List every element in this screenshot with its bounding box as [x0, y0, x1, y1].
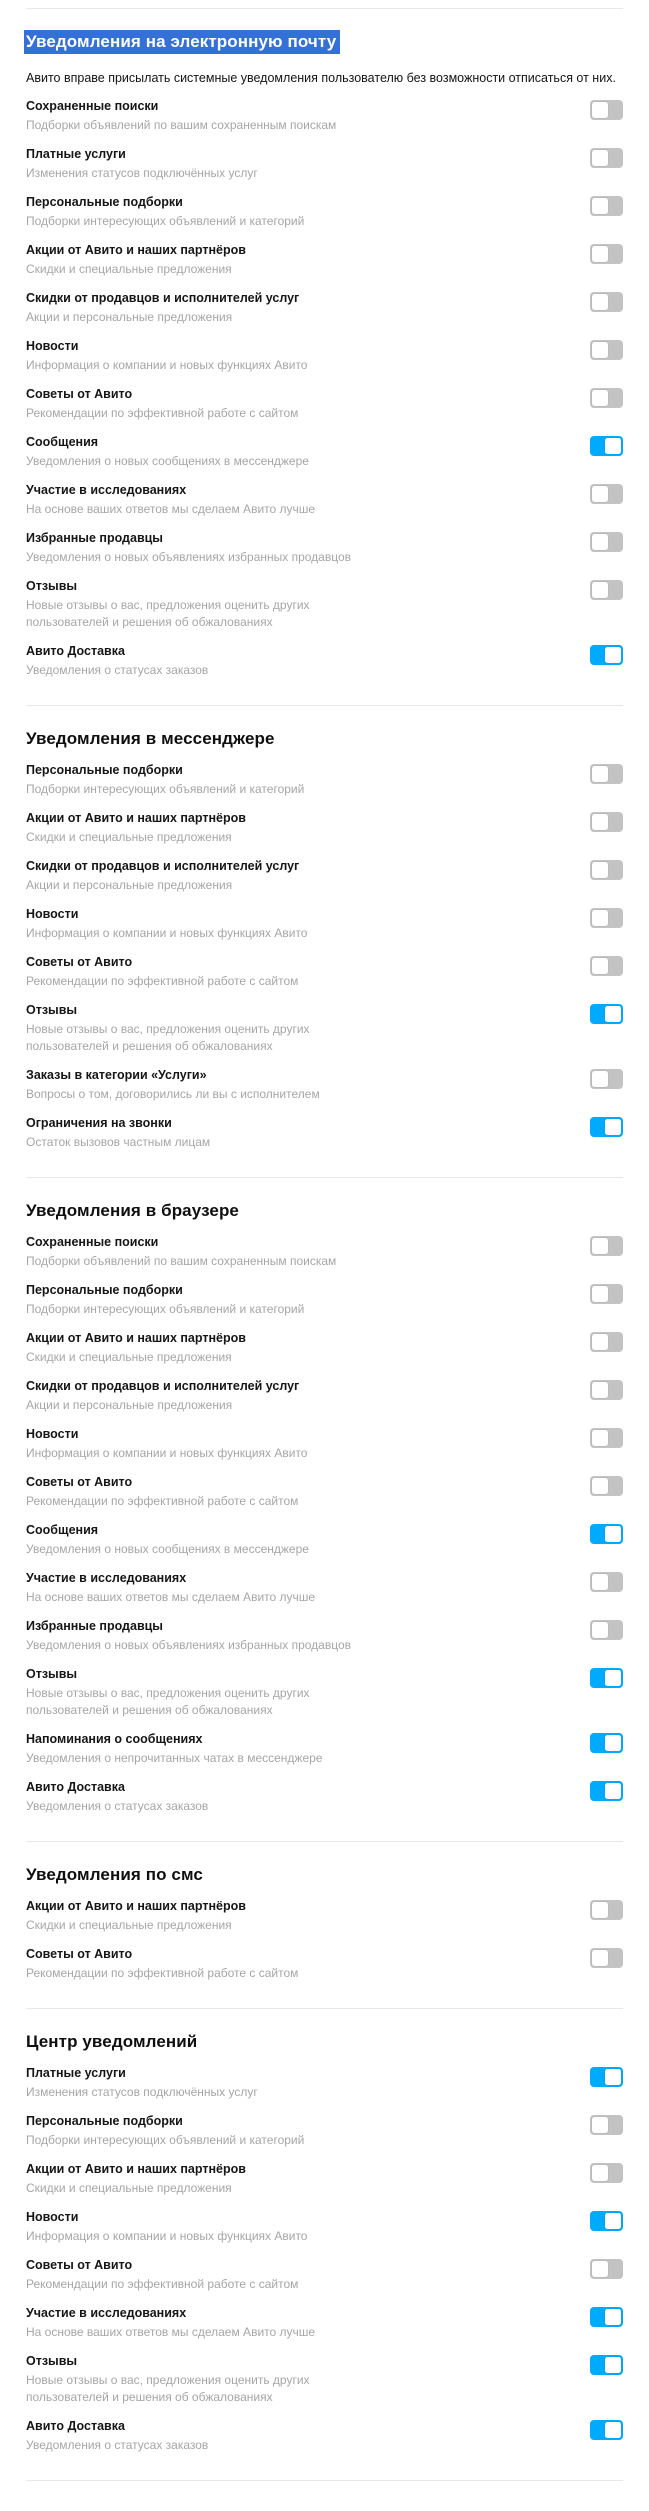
- toggle-knob: [605, 1006, 621, 1022]
- toggle-knob: [592, 534, 608, 550]
- notification-item-text: [26, 435, 590, 470]
- notification-item: [26, 955, 623, 990]
- notification-item-description: Остаток вызовов частным лицам: [26, 1135, 211, 1149]
- toggle-switch[interactable]: [590, 388, 623, 408]
- notification-item-description: Уведомления о статусах заказов: [26, 663, 209, 677]
- notification-item-description: Подборки объявлений по вашим сохраненным поискам: [26, 118, 337, 132]
- toggle-knob: [592, 958, 608, 974]
- toggle-knob: [592, 862, 608, 878]
- notification-item-title: Авито Доставка: [26, 644, 125, 658]
- toggle-knob: [605, 1526, 621, 1542]
- notification-item-text: [26, 291, 590, 326]
- notification-item-description: Скидки и специальные предложения: [26, 830, 232, 844]
- notification-item-description: Информация о компании и новых функциях Авито: [26, 2229, 308, 2243]
- notification-item-text: [26, 2354, 590, 2406]
- notification-item-text: [26, 859, 590, 894]
- toggle-switch[interactable]: [590, 1900, 623, 1920]
- notification-item-title: Избранные продавцы: [26, 531, 163, 545]
- notification-item-title: Участие в исследованиях: [26, 2306, 187, 2320]
- toggle-knob: [592, 1286, 608, 1302]
- notification-item-title: Отзывы: [26, 1667, 78, 1681]
- notification-item-text: [26, 811, 590, 846]
- notification-item-title: Акции от Авито и наших партнёров: [26, 811, 246, 825]
- notification-item: [26, 2210, 623, 2245]
- notification-item: [26, 339, 623, 374]
- toggle-switch[interactable]: [590, 340, 623, 360]
- toggle-switch[interactable]: [590, 1069, 623, 1089]
- notification-item-description: Уведомления о статусах заказов: [26, 1799, 209, 1813]
- notification-item-title: Сохраненные поиски: [26, 99, 159, 113]
- toggle-knob: [592, 1950, 608, 1966]
- notification-item: [26, 2258, 623, 2293]
- notification-item-text: [26, 1427, 590, 1462]
- divider: [26, 2480, 623, 2481]
- notification-item: [26, 763, 623, 798]
- toggle-knob: [592, 102, 608, 118]
- toggle-switch[interactable]: [590, 1428, 623, 1448]
- notification-item: [26, 644, 623, 679]
- notification-item: [26, 147, 623, 182]
- notification-item: [26, 2114, 623, 2149]
- notification-item: [26, 291, 623, 326]
- notification-item-text: [26, 195, 590, 230]
- notification-item-description: Уведомления о новых сообщениях в мессенджере: [26, 454, 309, 468]
- notification-item-text: [26, 955, 590, 990]
- notification-item: [26, 2354, 623, 2406]
- toggle-knob: [605, 1670, 621, 1686]
- notification-item-text: [26, 99, 590, 134]
- toggle-switch[interactable]: [590, 1332, 623, 1352]
- notification-item-description: Вопросы о том, договорились ли вы с исполнителем: [26, 1087, 320, 1101]
- notification-item-title: Новости: [26, 339, 79, 353]
- notification-item-description: На основе ваших ответов мы сделаем Авито лучше: [26, 2325, 316, 2339]
- notification-item-title: Советы от Авито: [26, 1475, 133, 1489]
- toggle-switch[interactable]: [590, 1524, 623, 1544]
- toggle-knob: [592, 910, 608, 926]
- toggle-switch[interactable]: [590, 2420, 623, 2440]
- notification-item-title: Персональные подборки: [26, 195, 183, 209]
- notification-item-description: Уведомления о новых объявлениях избранных продавцов: [26, 550, 352, 564]
- notification-item-title: Отзывы: [26, 2354, 78, 2368]
- toggle-knob: [605, 2069, 621, 2085]
- notification-item-title: Напоминания о сообщениях: [26, 1732, 203, 1746]
- notification-item-title: Акции от Авито и наших партнёров: [26, 2162, 246, 2176]
- notification-item-title: Платные услуги: [26, 2066, 126, 2080]
- notification-item-title: Сохраненные поиски: [26, 1235, 159, 1249]
- notification-item-title: Акции от Авито и наших партнёров: [26, 1899, 246, 1913]
- notification-item-title: Советы от Авито: [26, 955, 133, 969]
- notification-item: [26, 2306, 623, 2341]
- toggle-switch[interactable]: [590, 1572, 623, 1592]
- notification-item-description: Изменения статусов подключённых услуг: [26, 166, 258, 180]
- notification-item: [26, 1780, 623, 1815]
- notification-item-text: [26, 1732, 590, 1767]
- toggle-knob: [592, 1622, 608, 1638]
- notification-item-text: [26, 1331, 590, 1366]
- notification-item: [26, 1003, 623, 1055]
- notification-item: [26, 1732, 623, 1767]
- notification-item-text: [26, 1116, 590, 1151]
- notification-item: [26, 1331, 623, 1366]
- section-title: [26, 1864, 623, 1886]
- notification-item-title: Отзывы: [26, 579, 78, 593]
- section-title: [26, 728, 623, 750]
- sections-container: [26, 8, 623, 2480]
- toggle-switch[interactable]: [590, 580, 623, 600]
- toggle-switch[interactable]: [590, 2163, 623, 2183]
- toggle-switch[interactable]: [590, 244, 623, 264]
- notification-item-text: [26, 1475, 590, 1510]
- notification-item: [26, 579, 623, 631]
- notification-item-text: [26, 531, 590, 566]
- section-messenger: [26, 705, 623, 1177]
- notification-item-description: Информация о компании и новых функциях Авито: [26, 1446, 308, 1460]
- notification-item-text: [26, 1068, 590, 1103]
- notification-item: [26, 811, 623, 846]
- toggle-switch[interactable]: [590, 1620, 623, 1640]
- toggle-switch[interactable]: [590, 1004, 623, 1024]
- toggle-switch[interactable]: [590, 1733, 623, 1753]
- toggle-switch[interactable]: [590, 2115, 623, 2135]
- notification-item-title: Советы от Авито: [26, 1947, 133, 1961]
- notification-item-description: Уведомления о новых объявлениях избранных продавцов: [26, 1638, 352, 1652]
- notification-item-description: На основе ваших ответов мы сделаем Авито лучше: [26, 502, 316, 516]
- notification-item-title: Сообщения: [26, 435, 99, 449]
- notification-item-title: Скидки от продавцов и исполнителей услуг: [26, 859, 300, 873]
- toggle-switch[interactable]: [590, 908, 623, 928]
- toggle-knob: [605, 2357, 621, 2373]
- notification-item-title: Советы от Авито: [26, 387, 133, 401]
- toggle-knob: [605, 438, 621, 454]
- notification-item: [26, 243, 623, 278]
- notification-item-text: [26, 1379, 590, 1414]
- notification-item-text: [26, 1667, 590, 1719]
- toggle-knob: [592, 814, 608, 830]
- notification-item: [26, 1619, 623, 1654]
- notification-item-description: Новые отзывы о вас, предложения оценить других пользователей и решения об обжалованиях: [26, 1022, 310, 1053]
- toggle-knob: [592, 2261, 608, 2277]
- toggle-knob: [592, 294, 608, 310]
- toggle-knob: [592, 2117, 608, 2133]
- section-email: [26, 8, 623, 705]
- notification-item-text: [26, 2162, 590, 2197]
- toggle-knob: [592, 1478, 608, 1494]
- notification-item-title: Участие в исследованиях: [26, 1571, 187, 1585]
- notification-item-text: [26, 1523, 590, 1558]
- section-title: [26, 31, 623, 53]
- notification-item-title: Заказы в категории «Услуги»: [26, 1068, 207, 1082]
- toggle-switch[interactable]: [590, 2067, 623, 2087]
- notification-item-title: Советы от Авито: [26, 2258, 133, 2272]
- toggle-knob: [592, 1574, 608, 1590]
- toggle-switch[interactable]: [590, 436, 623, 456]
- notification-item-text: [26, 1619, 590, 1654]
- toggle-knob: [592, 582, 608, 598]
- notification-item-text: [26, 2066, 590, 2101]
- notification-item-title: Персональные подборки: [26, 1283, 183, 1297]
- toggle-switch[interactable]: [590, 100, 623, 120]
- notification-item-description: Скидки и специальные предложения: [26, 262, 232, 276]
- toggle-knob: [592, 1071, 608, 1087]
- toggle-knob: [592, 246, 608, 262]
- notification-item-text: [26, 339, 590, 374]
- notification-item-text: [26, 2114, 590, 2149]
- notification-item: [26, 1947, 623, 1982]
- notification-item-title: Новости: [26, 907, 79, 921]
- notification-item-text: [26, 2419, 590, 2454]
- toggle-knob: [605, 647, 621, 663]
- toggle-switch[interactable]: [590, 532, 623, 552]
- notification-item-description: Рекомендации по эффективной работе с сайтом: [26, 406, 299, 420]
- notification-item: [26, 1235, 623, 1270]
- notification-item-title: Акции от Авито и наших партнёров: [26, 243, 246, 257]
- notification-item-description: На основе ваших ответов мы сделаем Авито лучше: [26, 1590, 316, 1604]
- toggle-knob: [592, 1238, 608, 1254]
- notification-item-title: Акции от Авито и наших партнёров: [26, 1331, 246, 1345]
- notification-item-title: Скидки от продавцов и исполнителей услуг: [26, 1379, 300, 1393]
- notification-item-text: [26, 1235, 590, 1270]
- notification-item-text: [26, 1899, 590, 1934]
- notification-item-title: Сообщения: [26, 1523, 99, 1537]
- notification-item-text: [26, 2306, 590, 2341]
- toggle-knob: [592, 342, 608, 358]
- toggle-switch[interactable]: [590, 484, 623, 504]
- notification-item: [26, 435, 623, 470]
- toggle-knob: [605, 1119, 621, 1135]
- notification-item-description: Изменения статусов подключённых услуг: [26, 2085, 258, 2099]
- notification-item-text: [26, 387, 590, 422]
- notification-item-text: [26, 763, 590, 798]
- toggle-switch[interactable]: [590, 1668, 623, 1688]
- toggle-switch[interactable]: [590, 645, 623, 665]
- notification-item-title: Скидки от продавцов и исполнителей услуг: [26, 291, 300, 305]
- notification-item: [26, 1427, 623, 1462]
- toggle-knob: [592, 150, 608, 166]
- notification-item-description: Акции и персональные предложения: [26, 310, 233, 324]
- notification-item-title: Участие в исследованиях: [26, 483, 187, 497]
- toggle-switch[interactable]: [590, 2259, 623, 2279]
- toggle-switch[interactable]: [590, 1380, 623, 1400]
- notification-item-description: Новые отзывы о вас, предложения оценить других пользователей и решения об обжалованиях: [26, 598, 310, 629]
- notification-item: [26, 1571, 623, 1606]
- notification-item-description: Уведомления о статусах заказов: [26, 2438, 209, 2452]
- notification-item-description: Акции и персональные предложения: [26, 878, 233, 892]
- notification-item-description: Подборки объявлений по вашим сохраненным поискам: [26, 1254, 337, 1268]
- notification-item-title: Платные услуги: [26, 147, 126, 161]
- notification-item-text: [26, 579, 590, 631]
- notification-item: [26, 1068, 623, 1103]
- notification-item-text: [26, 1947, 590, 1982]
- notification-item: [26, 1899, 623, 1934]
- notification-item-description: Подборки интересующих объявлений и категорий: [26, 782, 305, 796]
- notification-item-text: [26, 2210, 590, 2245]
- toggle-knob: [592, 1430, 608, 1446]
- notification-item: [26, 2419, 623, 2454]
- notification-item-description: Новые отзывы о вас, предложения оценить других пользователей и решения об обжалованиях: [26, 2373, 310, 2404]
- toggle-switch[interactable]: [590, 1476, 623, 1496]
- notification-item-description: Уведомления о новых сообщениях в мессенджере: [26, 1542, 309, 1556]
- toggle-switch[interactable]: [590, 1284, 623, 1304]
- section-note: Авито вправе присылать системные уведомления пользователю без возможности отписаться от них.: [26, 71, 616, 85]
- toggle-knob: [605, 2213, 621, 2229]
- notification-item-text: [26, 147, 590, 182]
- notification-item-text: [26, 1283, 590, 1318]
- toggle-knob: [592, 1902, 608, 1918]
- section-notification-center: [26, 2008, 623, 2480]
- notification-item-title: Новости: [26, 1427, 79, 1441]
- toggle-switch[interactable]: [590, 764, 623, 784]
- section-title-text: Уведомления по смс: [26, 1865, 203, 1884]
- toggle-knob: [605, 2422, 621, 2438]
- toggle-switch[interactable]: [590, 196, 623, 216]
- notification-item: [26, 2066, 623, 2101]
- notification-item-description: Подборки интересующих объявлений и категорий: [26, 1302, 305, 1316]
- toggle-switch[interactable]: [590, 1781, 623, 1801]
- notification-item: [26, 483, 623, 518]
- section-title-text: Центр уведомлений: [26, 2032, 198, 2051]
- notification-item: [26, 1116, 623, 1151]
- toggle-switch[interactable]: [590, 1117, 623, 1137]
- notification-item: [26, 2162, 623, 2197]
- section-sms: [26, 1841, 623, 2008]
- notification-item-text: [26, 1780, 590, 1815]
- toggle-switch[interactable]: [590, 860, 623, 880]
- notification-item-text: [26, 644, 590, 679]
- notification-item: [26, 531, 623, 566]
- notification-item: [26, 859, 623, 894]
- notification-item-title: Персональные подборки: [26, 763, 183, 777]
- notification-item-text: [26, 907, 590, 942]
- notification-item-text: [26, 243, 590, 278]
- toggle-knob: [592, 2165, 608, 2181]
- section-title: [26, 2031, 623, 2053]
- notification-item-title: Ограничения на звонки: [26, 1116, 172, 1130]
- notification-item-title: Отзывы: [26, 1003, 78, 1017]
- notification-item-title: Авито Доставка: [26, 1780, 125, 1794]
- notification-item-title: Избранные продавцы: [26, 1619, 163, 1633]
- selected-text-highlight: Уведомления на электронную почту: [24, 30, 340, 54]
- notification-item-description: Акции и персональные предложения: [26, 1398, 233, 1412]
- notification-item-description: Рекомендации по эффективной работе с сайтом: [26, 2277, 299, 2291]
- notification-item-title: Авито Доставка: [26, 2419, 125, 2433]
- toggle-knob: [592, 766, 608, 782]
- toggle-switch[interactable]: [590, 292, 623, 312]
- notification-item-description: Скидки и специальные предложения: [26, 2181, 232, 2195]
- notification-item-description: Информация о компании и новых функциях Авито: [26, 926, 308, 940]
- toggle-knob: [592, 390, 608, 406]
- notification-item-title: Новости: [26, 2210, 79, 2224]
- notification-item: [26, 907, 623, 942]
- notification-item-description: Скидки и специальные предложения: [26, 1350, 232, 1364]
- notification-item-description: Скидки и специальные предложения: [26, 1918, 232, 1932]
- notification-item-text: [26, 483, 590, 518]
- notification-item-title: Персональные подборки: [26, 2114, 183, 2128]
- section-browser: [26, 1177, 623, 1841]
- notification-item: [26, 99, 623, 134]
- notification-item-text: [26, 2258, 590, 2293]
- notification-item-description: Новые отзывы о вас, предложения оценить других пользователей и решения об обжалованиях: [26, 1686, 310, 1717]
- toggle-knob: [592, 1382, 608, 1398]
- section-title: [26, 1200, 623, 1222]
- notification-item: [26, 1667, 623, 1719]
- section-title-text: Уведомления в браузере: [26, 1201, 239, 1220]
- notification-item-text: [26, 1003, 590, 1055]
- notification-item: [26, 195, 623, 230]
- toggle-knob: [592, 486, 608, 502]
- toggle-knob: [605, 1783, 621, 1799]
- toggle-switch[interactable]: [590, 148, 623, 168]
- toggle-switch[interactable]: [590, 812, 623, 832]
- notification-item: [26, 387, 623, 422]
- notification-item-text: [26, 1571, 590, 1606]
- toggle-switch[interactable]: [590, 2307, 623, 2327]
- section-title-text: Уведомления в мессенджере: [26, 729, 275, 748]
- toggle-switch[interactable]: [590, 2211, 623, 2231]
- notification-item-description: Подборки интересующих объявлений и категорий: [26, 2133, 305, 2147]
- notification-item-description: Рекомендации по эффективной работе с сайтом: [26, 1494, 299, 1508]
- notification-item-description: Рекомендации по эффективной работе с сайтом: [26, 974, 299, 988]
- toggle-switch[interactable]: [590, 956, 623, 976]
- notification-item-description: Информация о компании и новых функциях Авито: [26, 358, 308, 372]
- notification-item-description: Рекомендации по эффективной работе с сайтом: [26, 1966, 299, 1980]
- notification-item: [26, 1523, 623, 1558]
- toggle-knob: [605, 2309, 621, 2325]
- toggle-knob: [605, 1735, 621, 1751]
- toggle-knob: [592, 198, 608, 214]
- notification-item-description: Подборки интересующих объявлений и категорий: [26, 214, 305, 228]
- notification-item: [26, 1283, 623, 1318]
- notification-item: [26, 1379, 623, 1414]
- toggle-switch[interactable]: [590, 1236, 623, 1256]
- notification-item: [26, 1475, 623, 1510]
- toggle-switch[interactable]: [590, 1948, 623, 1968]
- toggle-knob: [592, 1334, 608, 1350]
- toggle-switch[interactable]: [590, 2355, 623, 2375]
- notification-item-description: Уведомления о непрочитанных чатах в мессенджере: [26, 1751, 323, 1765]
